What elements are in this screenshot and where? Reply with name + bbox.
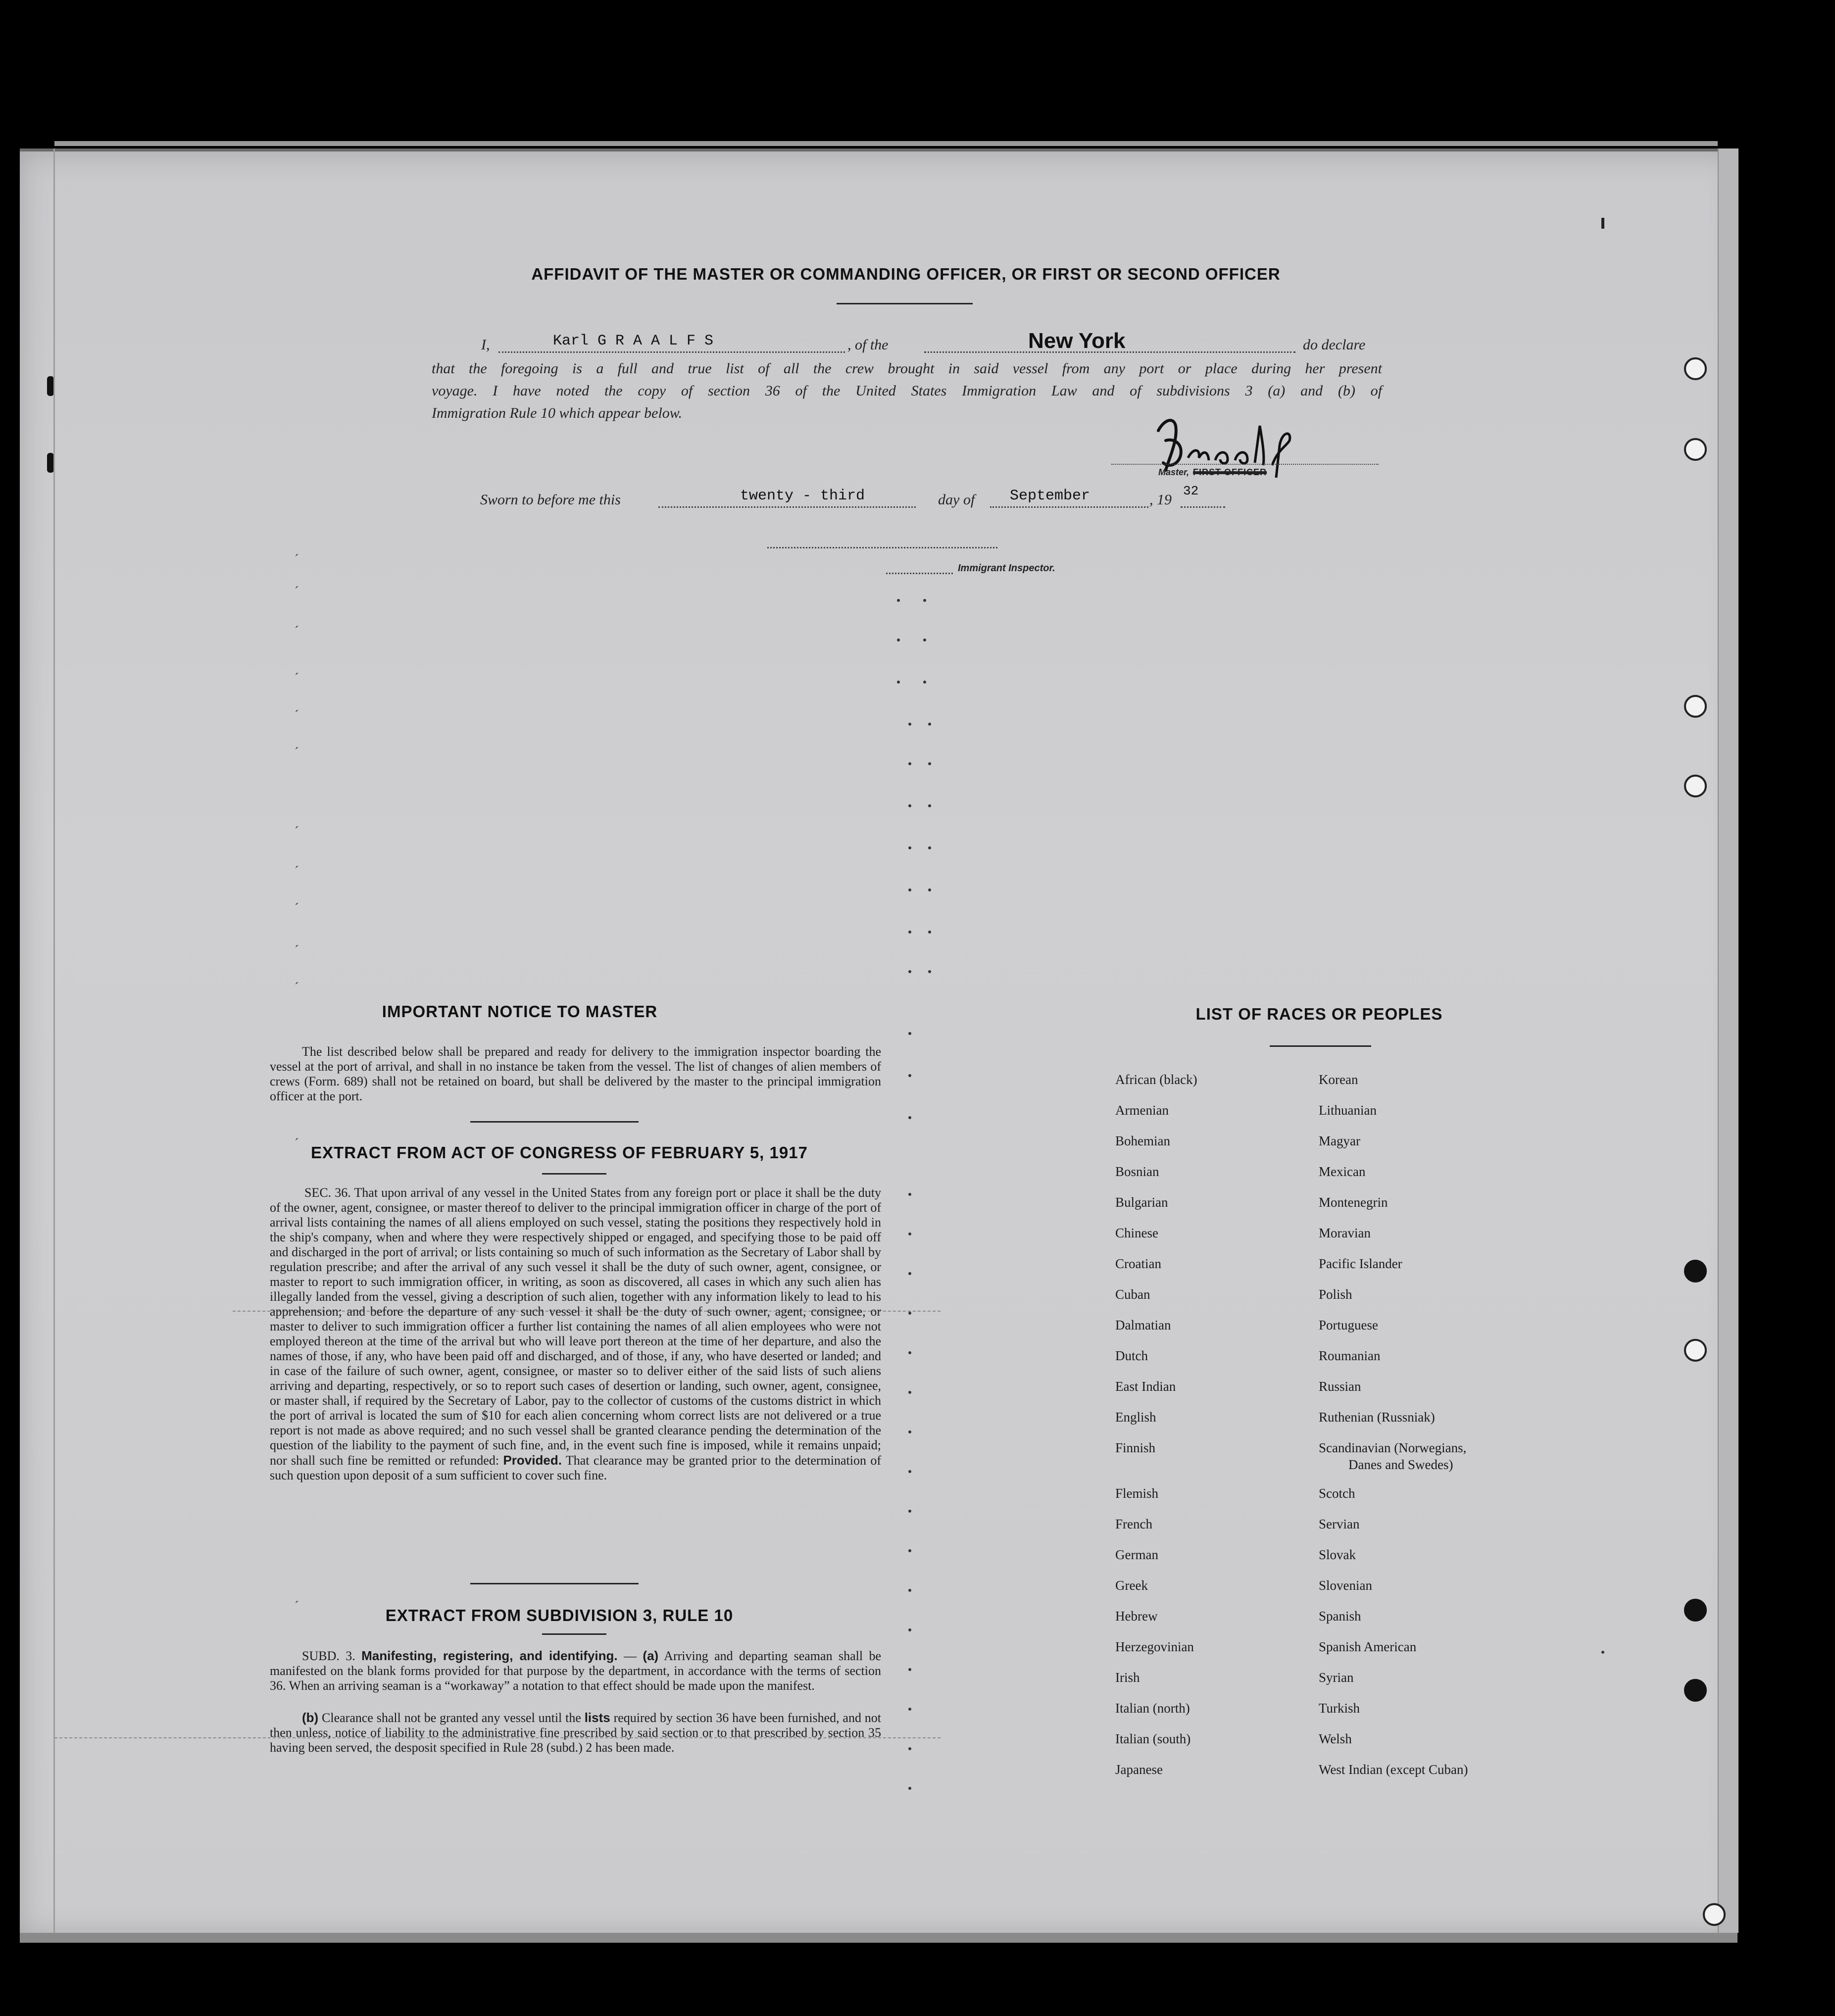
margin-dot: [908, 931, 911, 934]
race-list-item: Mexican: [1319, 1164, 1366, 1179]
race-list-item: West Indian (except Cuban): [1319, 1762, 1468, 1777]
race-list-item: Moravian: [1319, 1226, 1371, 1240]
margin-dot: [908, 804, 911, 807]
margin-dot: [908, 1628, 911, 1631]
subd-b-label: (b): [302, 1710, 319, 1725]
race-list-item: Danes and Swedes): [1348, 1457, 1453, 1472]
margin-dot: [908, 1391, 911, 1394]
race-list-item: African (black): [1115, 1072, 1197, 1087]
race-list-item: Scandinavian (Norwegians,: [1319, 1440, 1467, 1455]
do-declare-label: do declare: [1303, 337, 1366, 353]
race-list-item: Chinese: [1115, 1226, 1158, 1240]
punch-hole: [1684, 1260, 1707, 1282]
margin-dot: [908, 1074, 911, 1077]
inspector-signature-line: [767, 547, 997, 548]
day-of-label: day of: [938, 492, 975, 508]
inspector-caption-line: [886, 573, 953, 574]
race-list-item: Armenian: [1115, 1103, 1169, 1118]
page-bottom-edge: [20, 1933, 1737, 1943]
margin-dot: [923, 681, 926, 684]
page-top-edge: [54, 141, 1718, 146]
race-list-item: Syrian: [1319, 1670, 1354, 1685]
title-underline: [837, 303, 973, 304]
margin-dot: [908, 762, 911, 765]
races-title: LIST OF RACES OR PEOPLES: [1195, 1005, 1443, 1023]
race-list-item: Slovak: [1319, 1547, 1356, 1562]
margin-dot: [908, 1510, 911, 1513]
margin-tick: ˊ: [295, 1599, 299, 1613]
sworn-day: twenty - third: [740, 488, 865, 504]
margin-tick: ˊ: [295, 745, 299, 759]
punch-hole: [1684, 775, 1707, 797]
margin-dot: [928, 762, 931, 765]
subd-dash: —: [624, 1649, 643, 1663]
affidavit-i-label: I,: [481, 337, 490, 353]
punch-hole: [1684, 438, 1707, 461]
race-list-item: Polish: [1319, 1287, 1352, 1302]
margin-dot: [908, 1549, 911, 1552]
race-list-item: Herzegovinian: [1115, 1639, 1194, 1654]
margin-dot: [897, 639, 900, 641]
race-list-item: Lithuanian: [1319, 1103, 1377, 1118]
race-list-item: Korean: [1319, 1072, 1358, 1087]
margin-tick: ˊ: [295, 552, 299, 566]
rule-title: EXTRACT FROM SUBDIVISION 3, RULE 10: [385, 1606, 734, 1624]
affidavit-line-1: [481, 329, 1382, 354]
punch-hole: [1703, 1903, 1726, 1926]
race-list-item: Dutch: [1115, 1348, 1148, 1363]
act-text-provided: Provided.: [503, 1453, 562, 1468]
master-caption: Master,: [1158, 467, 1190, 477]
margin-dot: [908, 1668, 911, 1671]
subd-b-lists: lists: [584, 1710, 610, 1725]
race-list-item: Japanese: [1115, 1762, 1163, 1777]
page-right-edge: [1718, 148, 1738, 1933]
margin-dot: [928, 970, 931, 973]
margin-dot: [908, 1747, 911, 1750]
margin-dot: [928, 888, 931, 891]
margin-tick: ˊ: [295, 901, 299, 915]
margin-tick: ˊ: [295, 624, 299, 638]
punch-hole: [1684, 1599, 1707, 1622]
race-list-item: East Indian: [1115, 1379, 1176, 1394]
margin-dot: [908, 1312, 911, 1315]
margin-dot: [908, 1272, 911, 1275]
sworn-prefix: Sworn to before me this: [480, 492, 621, 508]
left-margin-line: [53, 148, 55, 1933]
act-title: EXTRACT FROM ACT OF CONGRESS OF FEBRUARY 5, 1917: [311, 1143, 808, 1162]
race-list-item: Bulgarian: [1115, 1195, 1168, 1210]
inspector-caption: Immigrant Inspector.: [958, 563, 1055, 574]
margin-dot: [923, 639, 926, 641]
margin-dot: [908, 1232, 911, 1235]
margin-dot: [908, 1470, 911, 1473]
race-list-item: Spanish: [1319, 1609, 1361, 1623]
sworn-year-line: [1181, 506, 1225, 508]
race-list-item: Hebrew: [1115, 1609, 1158, 1623]
sworn-line: [480, 484, 1233, 509]
subd-heading: Manifesting, registering, and identifying.: [361, 1648, 618, 1663]
affidavit-line-3: voyage. I have noted the copy of section 36 of the United States Immigration Law and of subdivisions 3 (a) and (b) of: [432, 383, 1382, 399]
race-list-item: Irish: [1115, 1670, 1140, 1685]
punch-hole: [1684, 357, 1707, 380]
race-list-item: Magyar: [1319, 1133, 1360, 1148]
race-list-item: Welsh: [1319, 1731, 1352, 1746]
margin-dot: [908, 1351, 911, 1354]
sworn-month: September: [1010, 488, 1091, 504]
notice-text: The list described below shall be prepared and ready for delivery to the immigration inspector boarding the vessel at the port of arrival, and shall in no instance be taken from the vessel. The list of changes of alien members of crews (Form. 689) shall not be retained on board, but shall be delivered by the master to the principal immigration officer at the port.: [270, 1044, 881, 1103]
race-list-item: Slovenian: [1319, 1578, 1372, 1593]
race-list-item: Scotch: [1319, 1486, 1355, 1501]
race-list-item: Italian (south): [1115, 1731, 1191, 1746]
margin-tick: ˊ: [295, 584, 299, 598]
sworn-month-line: [990, 506, 1148, 508]
race-list-item: Italian (north): [1115, 1701, 1190, 1716]
margin-dot: [928, 931, 931, 934]
subd-a-text: Arriving and departing seaman shall be manifested on the blank forms provided for that purpose by the department, in accordance with the terms of section 36. When an arriving seaman is a “workaway” a notation to that effect should be made upon the manifest.: [270, 1649, 881, 1693]
race-list-item: Ruthenian (Russniak): [1319, 1410, 1435, 1425]
margin-dot: [908, 1589, 911, 1592]
race-list-item: Pacific Islander: [1319, 1256, 1402, 1271]
margin-speck: [1601, 1651, 1604, 1654]
margin-tick: ˊ: [295, 671, 299, 685]
margin-dot: [928, 723, 931, 726]
race-list-item: Spanish American: [1319, 1639, 1417, 1654]
margin-tick: ˊ: [295, 980, 299, 994]
race-list-item: French: [1115, 1517, 1152, 1531]
margin-dot: [928, 804, 931, 807]
margin-dot: [897, 599, 900, 602]
rule-subdivision-b: [270, 1710, 881, 1755]
race-list-item: English: [1115, 1410, 1156, 1425]
margin-dot: [908, 1430, 911, 1433]
act-divider: [470, 1583, 639, 1584]
affidavit-line-4: Immigration Rule 10 which appear below.: [432, 405, 683, 421]
margin-dot: [908, 1193, 911, 1196]
margin-dot: [908, 723, 911, 726]
act-text: [270, 1185, 881, 1483]
margin-tick: ˊ: [295, 943, 299, 957]
race-list-item: Cuban: [1115, 1287, 1150, 1302]
master-name: Karl G R A A L F S: [553, 333, 714, 349]
margin-tick: ˊ: [295, 1136, 299, 1150]
struck-officer-caption: FIRST OFFICER: [1193, 467, 1267, 477]
master-name-line: [498, 351, 845, 353]
sworn-year-suffix: 32: [1183, 484, 1199, 498]
punch-hole: [1684, 695, 1707, 718]
margin-dot: [908, 1116, 911, 1119]
signature-line: [1111, 464, 1379, 465]
race-list-item: Servian: [1319, 1517, 1360, 1531]
subd-b-text-2: required by section 36 have been furnished, and not then unless, notice of liability to the administrative fine prescribed by said section or to that prescribed by section 35 having been served, the desposit specified in Rule 28 (subd.) 2 has been made.: [270, 1711, 882, 1755]
sworn-day-line: [658, 506, 916, 508]
act-text-tail: That clearance may be granted prior to the determination of such question upon deposit of a sum sufficient to cover such fine.: [270, 1453, 882, 1482]
subd-b-text-1: Clearance shall not be granted any vessel until the: [322, 1711, 581, 1725]
sworn-year-prefix: , 19: [1149, 492, 1172, 508]
margin-dot: [928, 846, 931, 849]
vessel-name: New York: [1028, 329, 1126, 353]
race-list-item: Russian: [1319, 1379, 1361, 1394]
subd-a-label: (a): [643, 1648, 659, 1663]
affidavit-title: AFFIDAVIT OF THE MASTER OR COMMANDING OFFICER, OR FIRST OR SECOND OFFICER: [531, 265, 1281, 283]
margin-dot: [908, 846, 911, 849]
race-list-item: Greek: [1115, 1578, 1148, 1593]
punch-hole: [1684, 1679, 1707, 1702]
race-list-item: Bohemian: [1115, 1133, 1170, 1148]
margin-dot: [923, 599, 926, 602]
margin-tick: ˊ: [295, 824, 299, 838]
race-list-item: Finnish: [1115, 1440, 1156, 1455]
signature-caption: [1158, 467, 1267, 478]
rule-subdivision-a: [270, 1648, 881, 1693]
notice-divider: [470, 1121, 639, 1123]
margin-tick: ˊ: [295, 708, 299, 722]
margin-tick: ˊ: [295, 864, 299, 878]
left-binding-mark: [47, 376, 54, 396]
affidavit-line-2: that the foregoing is a full and true list of all the crew brought in said vessel from any port or place during her present: [432, 360, 1382, 377]
race-list-item: Bosnian: [1115, 1164, 1159, 1179]
margin-speck: [1601, 218, 1604, 229]
rule-title-underline: [542, 1633, 606, 1635]
subd-label: SUBD. 3.: [302, 1649, 355, 1663]
margin-dot: [908, 1032, 911, 1035]
margin-dot: [908, 1708, 911, 1711]
race-list-item: German: [1115, 1547, 1158, 1562]
notice-title: IMPORTANT NOTICE TO MASTER: [382, 1002, 658, 1021]
margin-dot: [908, 888, 911, 891]
margin-dot: [908, 1787, 911, 1790]
race-list-item: Portuguese: [1319, 1318, 1378, 1332]
margin-dot: [897, 681, 900, 684]
races-title-underline: [1270, 1045, 1371, 1047]
act-text-main: SEC. 36. That upon arrival of any vessel in the United States from any foreign port or place it shall be the duty of the owner, agent, consignee, or master thereof to deliver to the principal immigration officer in charge of the port of arrival lists containing the names of all aliens employed on such vessel, stating the positions they respectively hold in the ship's company, when and where they were respectively shipped or engaged, and specifying those to be paid off and discharged in the port of arrival; or lists containing so much of such information as the Secretary of Labor shall by regulation prescribe; and after the arrival of any such vessel it shall be the duty of such owner, agent, consignee, or master to report to such immigration officer, in writing, as soon as discovered, all cases in which any such alien has illegally landed from the vessel, giving a description of such alien, together with any information likely to lead to his apprehension; and before the departure of any such vessel it shall be the duty of such owner, agent, consignee, or master to deliver to such immigration officer a further list containing the names of all alien employees who were not employed thereon at the time of the arrival but who will leave port thereon at the time of her departure, and also the names of those, if any, who have been paid off and discharged, and of those, if any, who have deserted or landed; and in case of the failure of such owner, agent, consignee, or master so to deliver either of the said lists of such aliens arriving and departing, respectively, or so to report such cases of desertion or landing, such owner, agent, consignee, or master shall, if required by the Secretary of Labor, pay to the collector of customs of the customs district in which the port of arrival is located the sum of $10 for each alien concerning whom correct lists are not delivered or a true report is not made as above required; and no such vessel shall be granted clearance pending the determination of the question of the liability to the payment of such fine, and, in the event such fine is imposed, while it remains unpaid; nor shall such fine be remitted or refunded:: [270, 1185, 881, 1468]
margin-dot: [908, 970, 911, 973]
race-list-item: Flemish: [1115, 1486, 1159, 1501]
race-list-item: Croatian: [1115, 1256, 1161, 1271]
left-binding-mark: [47, 453, 54, 473]
race-list-item: Turkish: [1319, 1701, 1360, 1716]
of-the-label: , of the: [847, 337, 889, 353]
race-list-item: Montenegrin: [1319, 1195, 1388, 1210]
act-title-underline: [542, 1173, 606, 1175]
punch-hole: [1684, 1339, 1707, 1362]
race-list-item: Roumanian: [1319, 1348, 1381, 1363]
race-list-item: Dalmatian: [1115, 1318, 1171, 1332]
